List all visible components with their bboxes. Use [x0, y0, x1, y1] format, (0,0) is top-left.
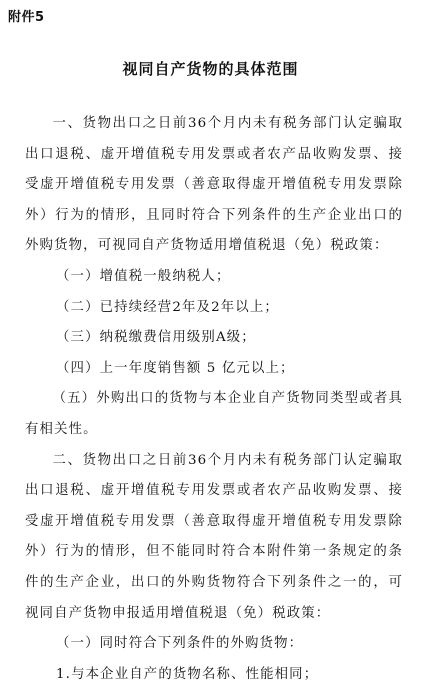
document-title: 视同自产货物的具体范围	[122, 60, 299, 78]
section-1-item-2: （二）已持续经营2年及2年以上；	[56, 299, 279, 315]
section-1-item-3: （三）纳税缴费信用级别A级；	[56, 330, 256, 346]
section-1-item-4: （四）上一年度销售额 5 亿元以上；	[56, 360, 295, 376]
section-2-sub-sub-item-1: 1.与本企业自产的货物名称、性能相同；	[56, 666, 319, 682]
attachment-label: 附件5	[8, 10, 45, 25]
section-2-paragraph: 二、货物出口之日前36个月内未有税务部门认定骗取出口退税、虚开增值税专用发票或者农产品收购发票、接受虚开增值税专用发票（善意取得虚开增值税专用发票除外）行为的情形，但不能同时符合本附件第一条规定的条件的生产企业，出口的外购货物符合下列条件之一的，可视同自产货物申报适用增值税退（免）税政策：	[25, 452, 403, 621]
section-1-item-1: （一）增值税一般纳税人；	[56, 268, 231, 284]
section-1-paragraph: 一、货物出口之日前36个月内未有税务部门认定骗取出口退税、虚开增值税专用发票或者农产品收购发票、接受虚开增值税专用发票（善意取得虚开增值税专用发票除外）行为的情形，且同时符合下列条件的生产企业出口的外购货物，可视同自产货物适用增值税退（免）税政策：	[25, 116, 403, 254]
document-body	[25, 109, 403, 690]
section-2-sub-item-1: （一）同时符合下列条件的外购货物：	[56, 636, 304, 652]
section-1-item-5: （五）外购出口的货物与本企业自产货物同类型或者具有相关性。	[25, 391, 403, 437]
